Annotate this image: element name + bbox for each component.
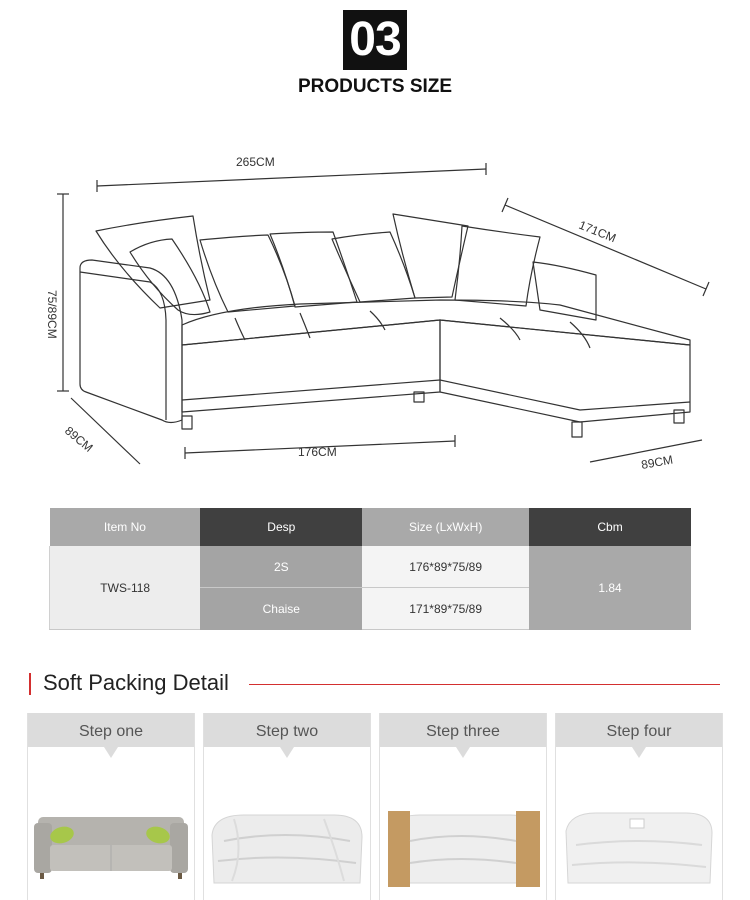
step-label: Step three — [380, 713, 546, 747]
header-size: Size (LxWxH) — [362, 508, 529, 546]
dim-depth-left: 89CM — [62, 423, 96, 455]
step-label: Step four — [556, 713, 722, 747]
packing-step-one — [27, 713, 195, 900]
dim-seat-length: 176CM — [298, 445, 337, 459]
section-number-badge: 03 — [343, 10, 407, 70]
cbm-cell: 1.84 — [529, 546, 691, 630]
step-pointer-arrow — [104, 747, 118, 758]
step-label: Step one — [28, 713, 194, 747]
step-label: Step two — [204, 713, 370, 747]
dim-chaise-length: 171CM — [576, 217, 618, 246]
packing-step-four — [555, 713, 723, 900]
dim-height: 75/89CM — [45, 290, 59, 339]
step-pointer-arrow — [456, 747, 470, 758]
dim-depth-right: 89CM — [640, 452, 675, 472]
size-cell: 171*89*75/89 — [362, 588, 529, 630]
step-pointer-arrow — [280, 747, 294, 758]
wrapped-sofa-image — [204, 801, 370, 891]
packing-step-three — [379, 713, 547, 900]
spec-table — [49, 508, 691, 630]
section-accent-bar — [29, 673, 31, 695]
header-cbm: Cbm — [529, 508, 691, 546]
cornered-sofa-image — [380, 801, 546, 891]
step-pointer-arrow — [632, 747, 646, 758]
header-desp: Desp — [200, 508, 362, 546]
section-title: PRODUCTS SIZE — [297, 76, 453, 97]
section-divider-line — [249, 684, 720, 685]
desp-cell: 2S — [200, 546, 362, 588]
table-row — [50, 546, 692, 588]
sofa-dimension-diagram — [0, 140, 750, 490]
fully-packed-sofa-image — [556, 801, 722, 891]
unpacked-sofa-image — [28, 801, 194, 891]
desp-cell: Chaise — [200, 588, 362, 630]
header-item-no: Item No — [50, 508, 201, 546]
packing-section-title: Soft Packing Detail — [43, 670, 229, 695]
dim-total-length: 265CM — [236, 155, 275, 169]
spec-table-header — [50, 508, 692, 546]
packing-step-two — [203, 713, 371, 900]
size-cell: 176*89*75/89 — [362, 546, 529, 588]
item-no-cell: TWS-118 — [50, 546, 201, 630]
